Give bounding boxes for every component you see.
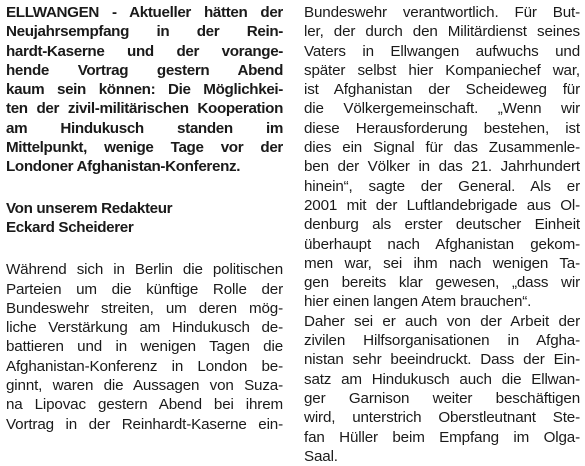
body-line: gen bereits klar gewesen, „dass wir [304,274,580,292]
body-line: 2001 mit der Luftlandebrigade aus Ol- [304,196,580,214]
body-line: zivilen Hilfsorganisationen in Afgha- [304,332,580,350]
intro-line: Londoner Afghanistan-Konferenz. [6,158,241,176]
intro-line: Neujahrsempfang in der Rein- [6,23,283,41]
body-line: Bundeswehr streiten, um deren mög- [6,299,283,317]
body-line: Vaters in Ellwangen aufwuchs und [304,42,580,60]
intro-line: kaum sein können: Die Möglichkei- [6,81,283,99]
body-line: Afghanistan-Konferenz in London be- [6,357,283,375]
body-line: Daher sei er auch von der Arbeit der [304,312,580,330]
intro-line: hende Vortrag gestern Abend [6,61,283,79]
body-line: diese Herausforderung bestehen, ist [304,119,580,137]
body-line: ger Garnison weiter beschäftigen [304,389,580,407]
body-line: liche Verstärkung am Hindukusch de- [6,319,283,337]
body-line: nistan sehr beeindruckt. Dass der Ein- [304,351,580,369]
body-line: überhaupt nach Afghanistan gekom- [304,235,580,253]
body-line: Vortrag in der Reinhardt-Kaserne ein- [6,415,283,433]
author-byline [6,199,283,238]
byline-line: Von unserem Redakteur [6,199,173,217]
intro-line: Mittelpunkt, wenige Tage vor der [6,139,283,157]
body-line: ist Afghanistan der Scheideweg für [304,81,580,99]
right-column [304,3,580,466]
byline-author-name: Eckard Scheiderer [6,218,134,236]
body-line: Saal. [304,447,338,465]
body-line: wird, unterstrich Oberstleutnant Ste- [304,409,580,427]
body-line: fan Hüller beim Empfang im Olga- [304,428,580,446]
left-column [6,3,283,434]
article-intro [6,3,283,177]
body-line: Parteien um die künftige Rolle der [6,280,283,298]
intro-line: ELLWANGEN - Aktueller hätten der [6,4,283,21]
body-line: satz am Hindukusch auch die Ellwan- [304,370,580,388]
body-line: ben der Völker in das 21. Jahrhundert [304,158,580,176]
body-line: Bundeswehr verantwortlich. Für But- [304,4,580,21]
body-line: hinein“, sagte der General. Als er [304,177,580,195]
body-line: Während sich in Berlin die politischen [6,261,283,279]
intro-line: ten der zivil-militärischen Kooperation [6,100,283,118]
body-line: die Völkergemeinschaft. „Wenn wir [304,100,580,118]
body-line: dies ein Signal für das Zusammenle- [304,139,580,157]
intro-line: hardt-Kaserne und der vorange- [6,42,283,60]
body-line: ginnt, waren die Aussagen von Suza- [6,377,283,395]
body-line: battieren und in wenigen Tagen die [6,338,283,356]
intro-line: am Hindukusch standen im [6,119,283,137]
article-body-left [6,260,283,434]
body-line: denburg als erster deutscher Einheit [304,216,580,234]
body-line: ler, der durch den Militärdienst seines [304,23,580,41]
body-line: men war, sei ihm nach wenigen Ta- [304,254,580,272]
body-line: später selbst hier Kompaniechef war, [304,61,580,79]
body-line: na Lipovac gestern Abend bei ihrem [6,396,283,414]
body-line: hier einen langen Atem brauchen“. [304,293,532,311]
